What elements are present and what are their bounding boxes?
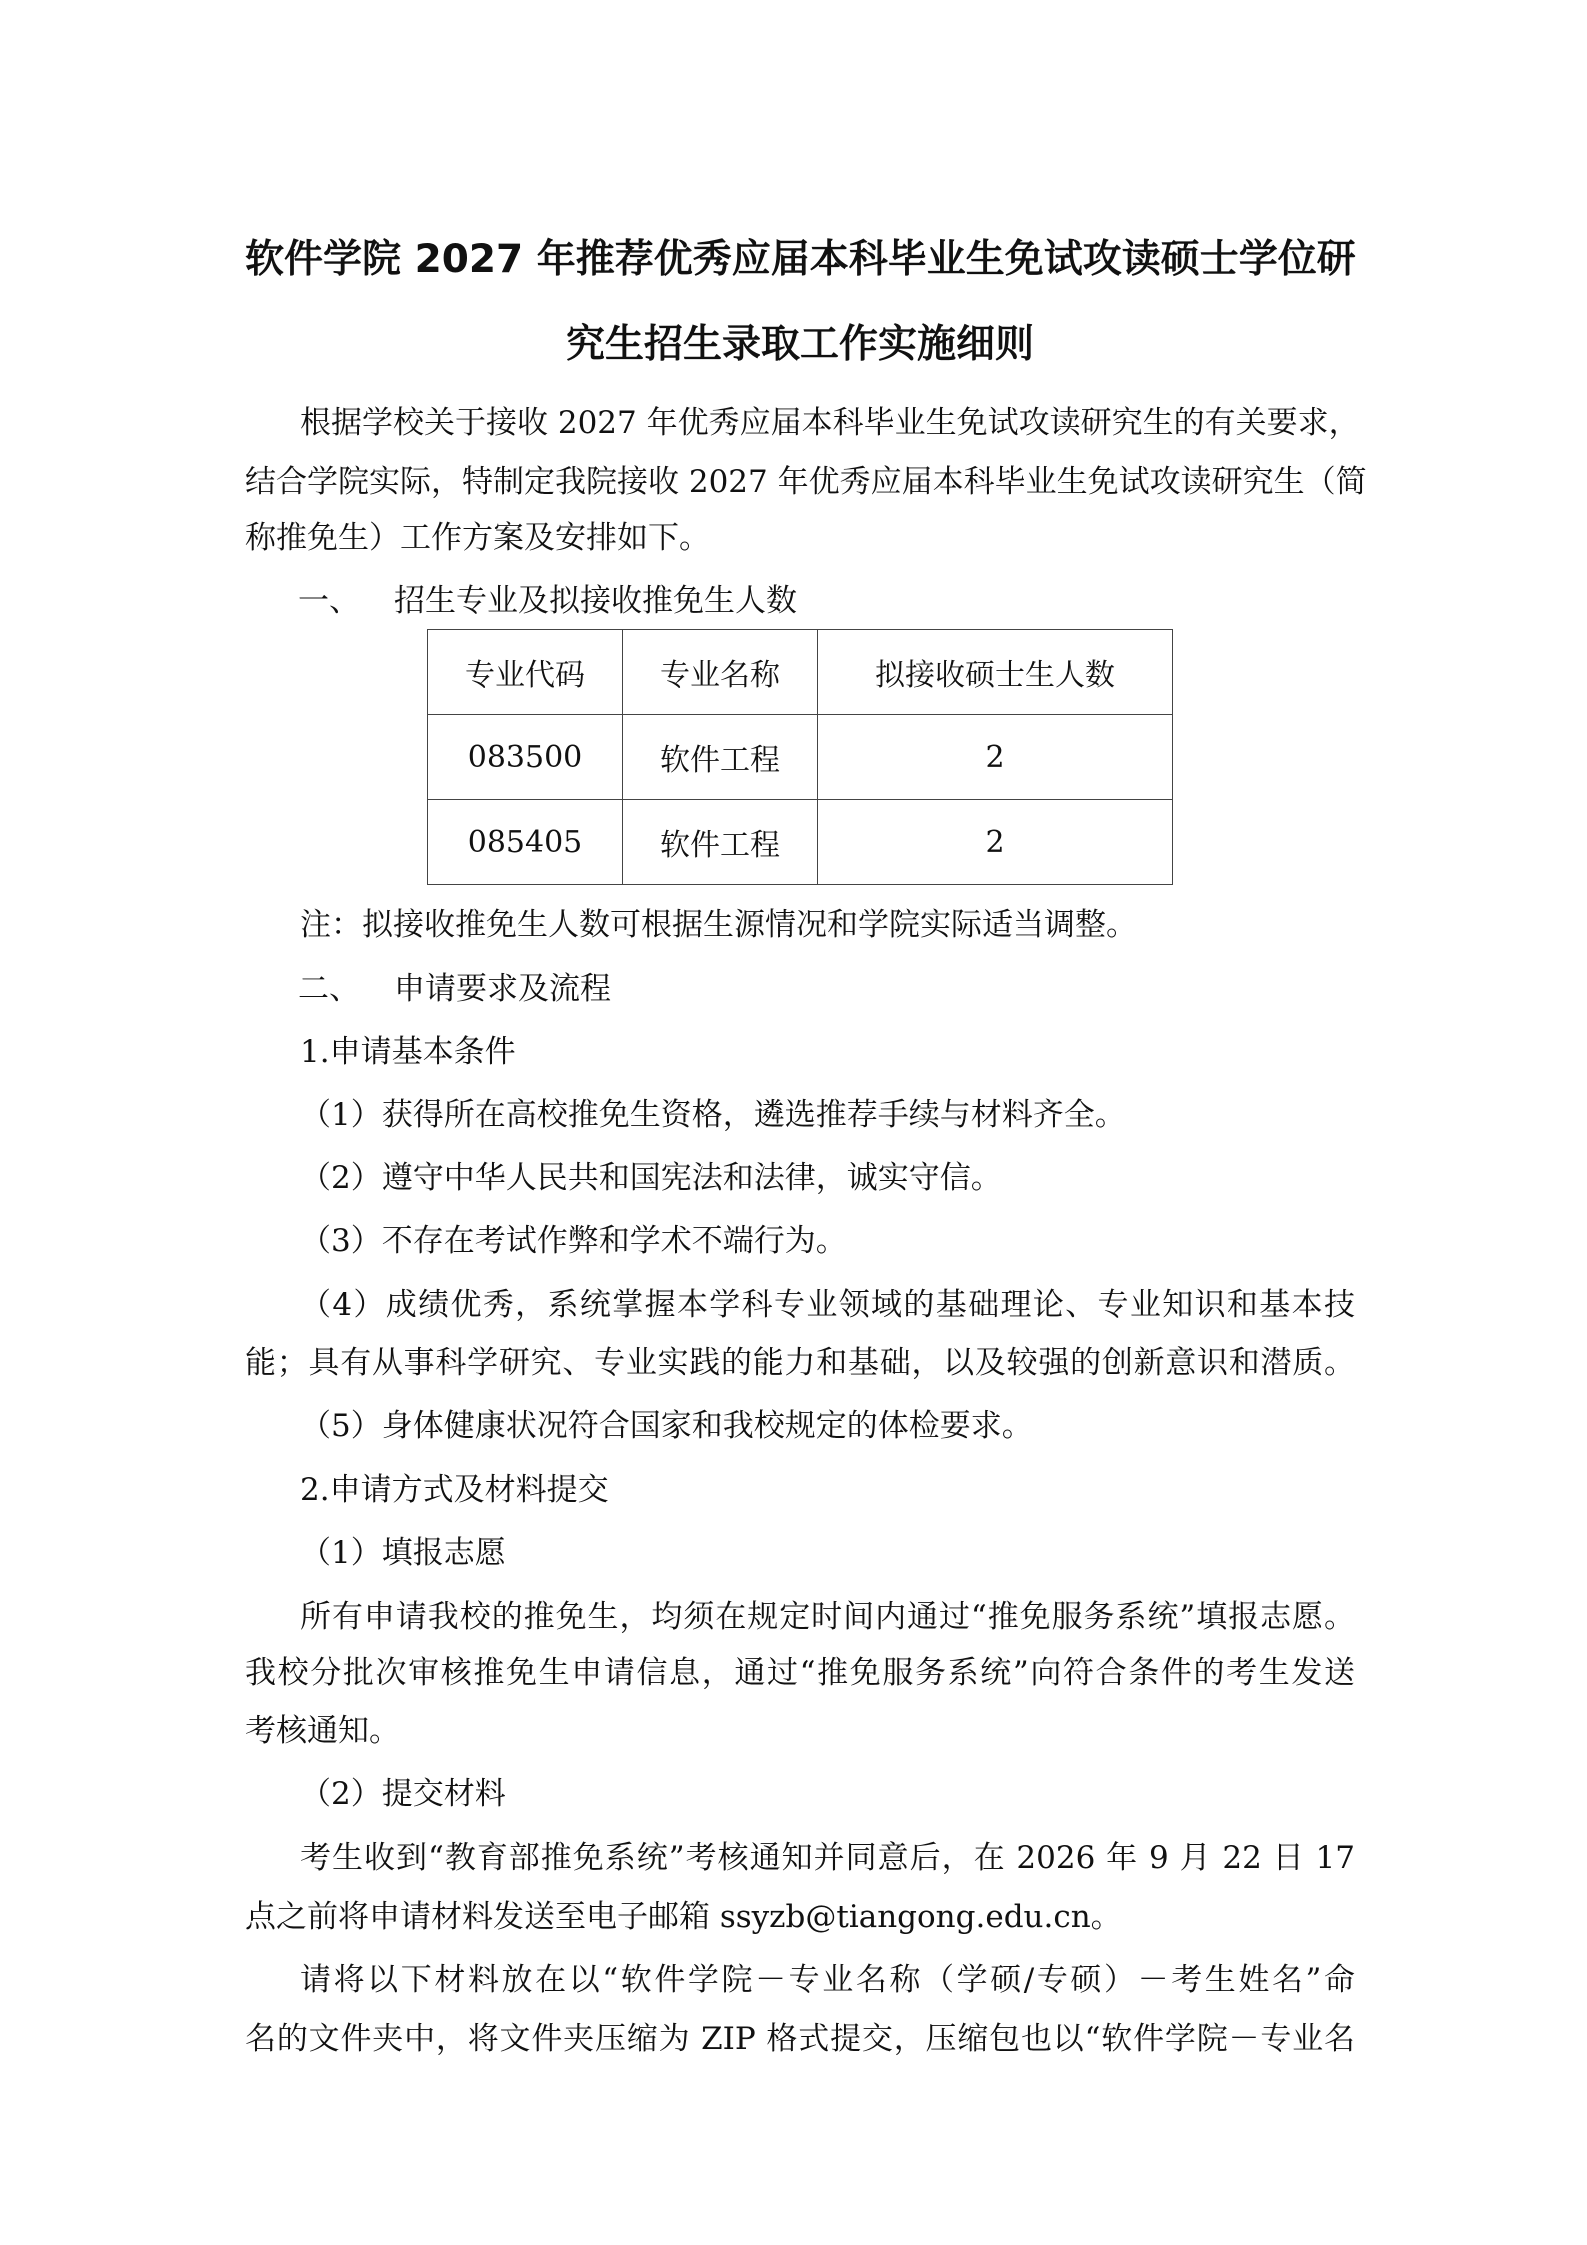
document-title-line-2: 究生招生录取工作实施细则: [565, 322, 1034, 367]
table-cell: 083500: [428, 715, 623, 800]
table-note: 注：拟接收推免生人数可根据生源情况和学院实际适当调整。: [300, 907, 1137, 943]
submit-line-1: 考生收到“教育部推免系统”考核通知并同意后，在 2026 年 9 月 22 日 17: [300, 1840, 1355, 1876]
table-cell: 软件工程: [623, 800, 818, 885]
intro-line-1: 根据学校关于接收 2027 年优秀应届本科毕业生免试攻读研究生的有关要求，: [300, 405, 1360, 441]
table-cell: 软件工程: [623, 715, 818, 800]
subsection-2-heading: 2.申请方式及材料提交: [300, 1472, 609, 1508]
section-2-number: 二、: [298, 971, 360, 1007]
table-header-cell: 专业名称: [623, 630, 818, 715]
submit-line-2: 点之前将申请材料发送至电子邮箱 ssyzb@tiangong.edu.cn。: [245, 1899, 1122, 1935]
table-cell: 2: [818, 800, 1173, 885]
table-header-cell: 专业代码: [428, 630, 623, 715]
condition-4-line-2: 能；具有从事科学研究、专业实践的能力和基础，以及较强的创新意识和潜质。: [245, 1345, 1355, 1381]
condition-2: （2）遵守中华人民共和国宪法和法律，诚实守信。: [300, 1160, 1002, 1196]
section-1-heading: [298, 583, 1408, 619]
fill-line-1: 所有申请我校的推免生，均须在规定时间内通过“推免服务系统”填报志愿。: [300, 1599, 1355, 1635]
condition-3: （3）不存在考试作弊和学术不端行为。: [300, 1223, 847, 1259]
table-cell: 2: [818, 715, 1173, 800]
section-2-title: 申请要求及流程: [394, 971, 611, 1007]
condition-5: （5）身体健康状况符合国家和我校规定的体检要求。: [300, 1408, 1033, 1444]
condition-1: （1）获得所在高校推免生资格，遴选推荐手续与材料齐全。: [300, 1097, 1126, 1133]
table-header-cell: 拟接收硕士生人数: [818, 630, 1173, 715]
intro-line-2: 结合学院实际，特制定我院接收 2027 年优秀应届本科毕业生免试攻读研究生（简: [245, 464, 1367, 500]
table-row: [428, 800, 1173, 885]
fill-line-2: 我校分批次审核推免生申请信息，通过“推免服务系统”向符合条件的考生发送: [245, 1655, 1355, 1691]
submit-heading: （2）提交材料: [300, 1776, 506, 1812]
submit-line-3: 请将以下材料放在以“软件学院－专业名称（学硕/专硕）－考生姓名”命: [300, 1962, 1355, 1998]
table-header-row: [428, 630, 1173, 715]
document-title-line-1: 软件学院 2027 年推荐优秀应届本科毕业生免试攻读硕士学位研: [245, 237, 1356, 282]
condition-4-line-1: （4）成绩优秀，系统掌握本学科专业领域的基础理论、专业知识和基本技: [300, 1287, 1355, 1323]
intro-line-3: 称推免生）工作方案及安排如下。: [245, 520, 710, 556]
quota-table: [427, 629, 1173, 885]
fill-heading: （1）填报志愿: [300, 1535, 506, 1571]
table-cell: 085405: [428, 800, 623, 885]
section-1-title: 招生专业及拟接收推免生人数: [394, 583, 797, 619]
section-2-heading: [298, 971, 1408, 1007]
table-row: [428, 715, 1173, 800]
submit-line-4: 名的文件夹中，将文件夹压缩为 ZIP 格式提交，压缩包也以“软件学院－专业名: [245, 2021, 1355, 2057]
fill-line-3: 考核通知。: [245, 1713, 400, 1749]
section-1-number: 一、: [298, 583, 360, 619]
subsection-1-heading: 1.申请基本条件: [300, 1034, 516, 1070]
